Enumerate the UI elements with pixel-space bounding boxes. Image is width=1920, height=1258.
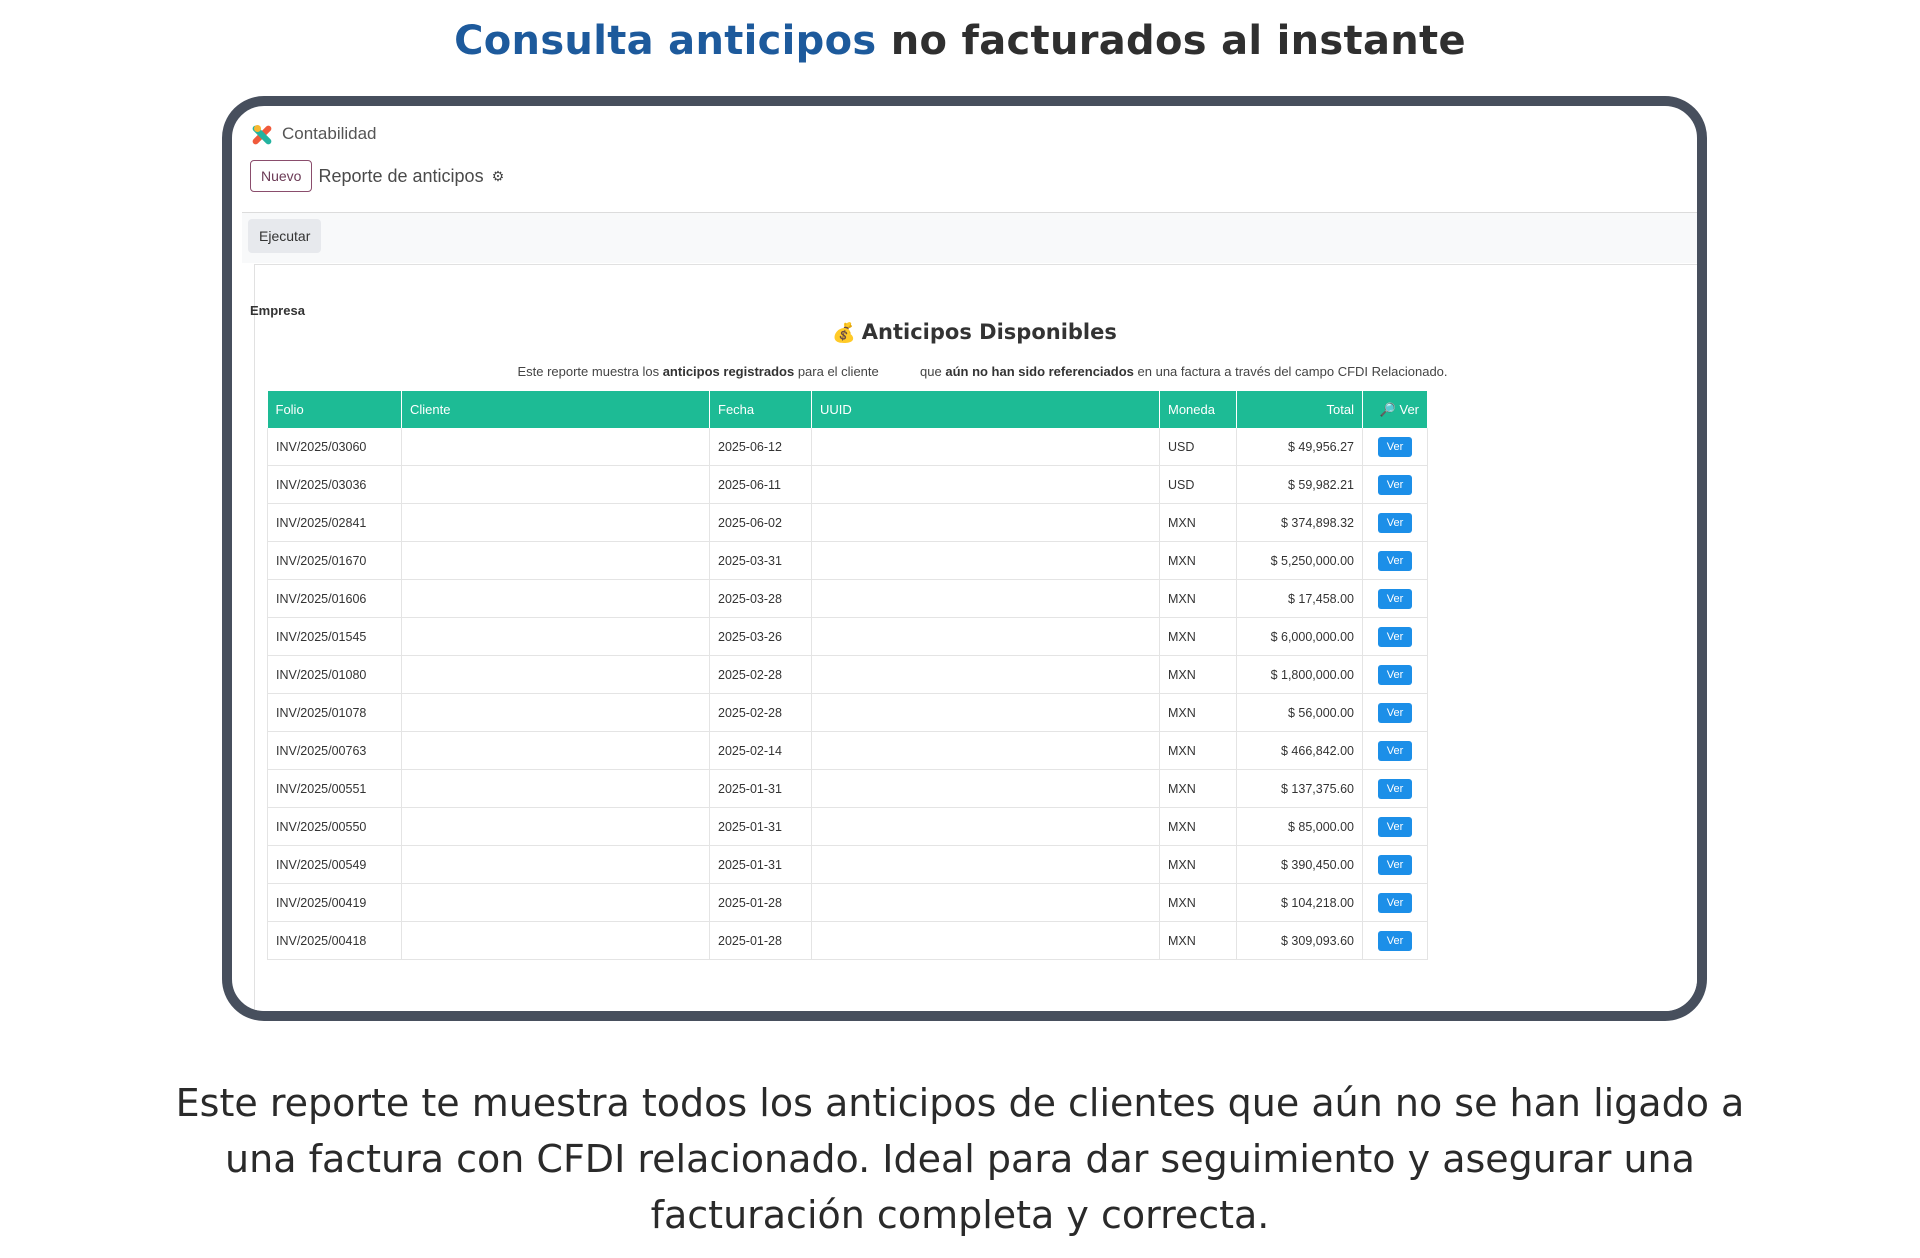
page-headline (0, 18, 1920, 64)
cell-folio: INV/2025/02841 (268, 504, 402, 542)
ver-button[interactable]: Ver (1378, 703, 1413, 723)
report-title-text: Anticipos Disponibles (861, 320, 1117, 344)
cell-uuid (812, 580, 1160, 618)
cell-fecha: 2025-01-28 (710, 884, 812, 922)
empresa-label: Empresa (250, 303, 305, 318)
cell-folio: INV/2025/01670 (268, 542, 402, 580)
caption-line: facturación completa y correcta. (650, 1193, 1270, 1237)
cell-fecha: 2025-06-12 (710, 428, 812, 466)
anticipos-table (267, 391, 1428, 960)
cell-folio: INV/2025/03036 (268, 466, 402, 504)
ver-button[interactable]: Ver (1378, 589, 1413, 609)
cell-total: $ 137,375.60 (1237, 770, 1363, 808)
desc-part: para el cliente (797, 364, 879, 379)
cell-fecha: 2025-06-02 (710, 504, 812, 542)
table-row (268, 808, 1428, 846)
control-panel (250, 160, 504, 192)
cell-uuid (812, 694, 1160, 732)
table-row (268, 922, 1428, 960)
cell-folio: INV/2025/00551 (268, 770, 402, 808)
cell-folio: INV/2025/00549 (268, 846, 402, 884)
col-total[interactable]: Total (1237, 391, 1363, 428)
table-row (268, 428, 1428, 466)
cell-moneda: MXN (1160, 580, 1237, 618)
cell-uuid (812, 542, 1160, 580)
cell-ver (1363, 770, 1428, 808)
cell-ver (1363, 466, 1428, 504)
desc-bold: anticipos registrados (662, 364, 795, 379)
cell-folio: INV/2025/00418 (268, 922, 402, 960)
col-uuid[interactable]: UUID (812, 391, 1160, 428)
bottom-caption (0, 1075, 1920, 1243)
cell-fecha: 2025-02-28 (710, 694, 812, 732)
table-row (268, 770, 1428, 808)
cell-uuid (812, 466, 1160, 504)
ver-button[interactable]: Ver (1378, 741, 1413, 761)
ver-button[interactable]: Ver (1378, 627, 1413, 647)
cell-total: $ 17,458.00 (1237, 580, 1363, 618)
cell-cliente (402, 580, 710, 618)
cell-moneda: MXN (1160, 922, 1237, 960)
table-header-row (268, 391, 1428, 428)
desc-part: en una factura a través del campo CFDI Relacionado. (1137, 364, 1448, 379)
cell-total: $ 1,800,000.00 (1237, 656, 1363, 694)
cell-ver (1363, 846, 1428, 884)
cell-total: $ 59,982.21 (1237, 466, 1363, 504)
cell-moneda: USD (1160, 466, 1237, 504)
cell-ver (1363, 884, 1428, 922)
cell-moneda: MXN (1160, 846, 1237, 884)
cell-moneda: MXN (1160, 732, 1237, 770)
cell-total: $ 374,898.32 (1237, 504, 1363, 542)
cell-fecha: 2025-01-31 (710, 770, 812, 808)
cell-ver (1363, 808, 1428, 846)
report-table-wrapper (267, 391, 1687, 960)
cell-cliente (402, 694, 710, 732)
caption-line: Este reporte te muestra todos los anticipos de clientes que aún no se han ligado a (175, 1081, 1745, 1125)
cell-folio: INV/2025/01080 (268, 656, 402, 694)
cell-cliente (402, 770, 710, 808)
gear-icon[interactable]: ⚙ (491, 167, 505, 184)
table-row (268, 542, 1428, 580)
col-fecha[interactable]: Fecha (710, 391, 812, 428)
desc-part: que (920, 364, 942, 379)
cell-moneda: MXN (1160, 542, 1237, 580)
ver-button[interactable]: Ver (1378, 931, 1413, 951)
cell-moneda: MXN (1160, 770, 1237, 808)
cell-folio: INV/2025/01545 (268, 618, 402, 656)
money-bag-icon: 💰 (832, 322, 856, 344)
cell-moneda: MXN (1160, 504, 1237, 542)
cell-uuid (812, 732, 1160, 770)
cell-uuid (812, 846, 1160, 884)
col-moneda[interactable]: Moneda (1160, 391, 1237, 428)
report-description (232, 364, 1697, 379)
ver-button[interactable]: Ver (1378, 437, 1413, 457)
table-row (268, 466, 1428, 504)
breadcrumb: Reporte de anticipos (318, 165, 484, 186)
report-title (232, 320, 1697, 344)
cell-cliente (402, 808, 710, 846)
cell-folio: INV/2025/00763 (268, 732, 402, 770)
cell-uuid (812, 618, 1160, 656)
cell-total: $ 466,842.00 (1237, 732, 1363, 770)
headline-rest: no facturados al instante (890, 18, 1466, 64)
cell-ver (1363, 542, 1428, 580)
cell-folio: INV/2025/00550 (268, 808, 402, 846)
cell-fecha: 2025-03-28 (710, 580, 812, 618)
cell-moneda: MXN (1160, 808, 1237, 846)
cell-fecha: 2025-02-28 (710, 656, 812, 694)
cell-total: $ 6,000,000.00 (1237, 618, 1363, 656)
cell-uuid (812, 808, 1160, 846)
cell-total: $ 390,450.00 (1237, 846, 1363, 884)
cell-uuid (812, 504, 1160, 542)
cell-moneda: MXN (1160, 618, 1237, 656)
ver-button[interactable]: Ver (1378, 513, 1413, 533)
cell-cliente (402, 922, 710, 960)
cell-cliente (402, 542, 710, 580)
table-row (268, 580, 1428, 618)
ver-button[interactable]: Ver (1378, 665, 1413, 685)
cell-uuid (812, 656, 1160, 694)
cell-total: $ 49,956.27 (1237, 428, 1363, 466)
table-row (268, 504, 1428, 542)
ver-button[interactable]: Ver (1378, 893, 1413, 913)
cell-cliente (402, 656, 710, 694)
cell-cliente (402, 504, 710, 542)
cell-ver (1363, 580, 1428, 618)
table-row (268, 884, 1428, 922)
cell-ver (1363, 694, 1428, 732)
col-cliente[interactable]: Cliente (402, 391, 710, 428)
cell-total: $ 56,000.00 (1237, 694, 1363, 732)
cell-fecha: 2025-06-11 (710, 466, 812, 504)
cell-fecha: 2025-02-14 (710, 732, 812, 770)
ver-button[interactable]: Ver (1378, 855, 1413, 875)
cell-folio: INV/2025/00419 (268, 884, 402, 922)
caption-line: una factura con CFDI relacionado. Ideal para dar seguimiento y asegurar una (225, 1137, 1695, 1181)
col-ver-label: Ver (1399, 401, 1419, 417)
cell-cliente (402, 428, 710, 466)
cell-moneda: MXN (1160, 694, 1237, 732)
cell-fecha: 2025-03-31 (710, 542, 812, 580)
ver-button[interactable]: Ver (1378, 475, 1413, 495)
ver-button[interactable]: Ver (1378, 551, 1413, 571)
cell-cliente (402, 884, 710, 922)
app-topbar (250, 118, 377, 150)
cell-ver (1363, 504, 1428, 542)
cell-folio: INV/2025/01078 (268, 694, 402, 732)
table-row (268, 694, 1428, 732)
app-screen (232, 106, 1697, 1011)
cell-uuid (812, 770, 1160, 808)
cell-fecha: 2025-03-26 (710, 618, 812, 656)
table-row (268, 656, 1428, 694)
cell-total: $ 104,218.00 (1237, 884, 1363, 922)
ver-button[interactable]: Ver (1378, 817, 1413, 837)
action-bar (242, 213, 1697, 263)
cell-uuid (812, 884, 1160, 922)
cell-total: $ 309,093.60 (1237, 922, 1363, 960)
cell-fecha: 2025-01-31 (710, 808, 812, 846)
cell-cliente (402, 618, 710, 656)
col-folio[interactable]: Folio (268, 391, 402, 428)
cell-total: $ 85,000.00 (1237, 808, 1363, 846)
desc-bold: aún no han sido referenciados (945, 364, 1134, 379)
magnifier-icon: 🔎 (1379, 401, 1396, 417)
app-logo-icon[interactable] (250, 123, 272, 145)
cell-ver (1363, 428, 1428, 466)
cell-cliente (402, 732, 710, 770)
run-button[interactable]: Ejecutar (248, 219, 321, 253)
cell-ver (1363, 656, 1428, 694)
ver-button[interactable]: Ver (1378, 779, 1413, 799)
col-ver (1363, 391, 1428, 428)
cell-fecha: 2025-01-31 (710, 846, 812, 884)
cell-moneda: MXN (1160, 884, 1237, 922)
cell-moneda: MXN (1160, 656, 1237, 694)
cell-ver (1363, 732, 1428, 770)
app-title[interactable]: Contabilidad (282, 124, 377, 143)
cell-cliente (402, 466, 710, 504)
cell-folio: INV/2025/03060 (268, 428, 402, 466)
cell-cliente (402, 846, 710, 884)
new-button[interactable]: Nuevo (250, 160, 312, 192)
cell-fecha: 2025-01-28 (710, 922, 812, 960)
table-row (268, 618, 1428, 656)
table-row (268, 732, 1428, 770)
cell-uuid (812, 922, 1160, 960)
device-frame (222, 96, 1707, 1021)
cell-ver (1363, 922, 1428, 960)
headline-highlight: Consulta anticipos (454, 18, 877, 64)
cell-uuid (812, 428, 1160, 466)
cell-moneda: USD (1160, 428, 1237, 466)
cell-total: $ 5,250,000.00 (1237, 542, 1363, 580)
cell-ver (1363, 618, 1428, 656)
table-row (268, 846, 1428, 884)
desc-part: Este reporte muestra los (517, 364, 660, 379)
cell-folio: INV/2025/01606 (268, 580, 402, 618)
